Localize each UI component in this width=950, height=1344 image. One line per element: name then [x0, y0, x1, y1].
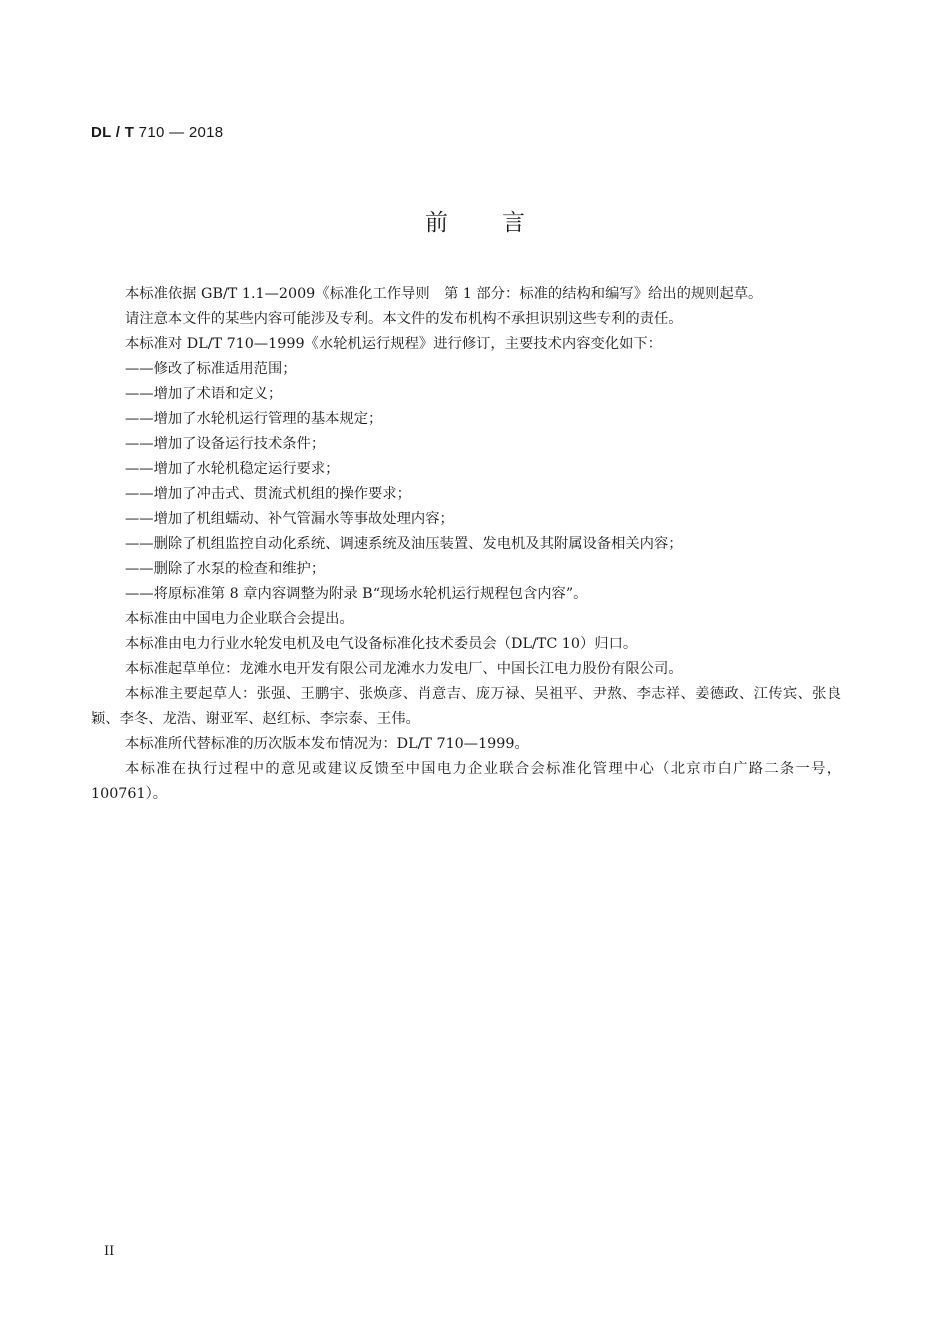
paragraph: 本标准所代替标准的历次版本发布情况为：DL/T 710—1999。	[125, 736, 529, 752]
list-item: ——删除了机组监控自动化系统、调速系统及油压装置、发电机及其附属设备相关内容；	[125, 536, 683, 552]
list-item: ——将原标准第 8 章内容调整为附录 B“现场水轮机运行规程包含内容”。	[125, 586, 588, 602]
list-item: ——增加了冲击式、贯流式机组的操作要求；	[125, 486, 411, 502]
document-code-prefix: DL / T	[91, 124, 135, 141]
paragraph: 本标准由电力行业水轮发电机及电气设备标准化技术委员会（DL/TC 10）归口。	[125, 636, 638, 652]
list-item: ——增加了水轮机运行管理的基本规定；	[125, 411, 383, 427]
page-title	[0, 204, 950, 237]
list-item: ——增加了机组蠕动、补气管漏水等事故处理内容；	[125, 511, 454, 527]
paragraph: 本标准对 DL/T 710—1999《水轮机运行规程》进行修订，主要技术内容变化如下：	[125, 336, 662, 352]
list-item: ——删除了水泵的检查和维护；	[125, 561, 326, 577]
document-code	[91, 124, 223, 141]
paragraph: 本标准由中国电力企业联合会提出。	[125, 611, 354, 627]
page-title-part2: 言	[502, 210, 525, 236]
paragraph: 本标准主要起草人：张强、王鹏宇、张焕彦、肖意吉、庞万禄、吴祖平、尹熬、李志祥、姜德政、江传宾、张良颖、李冬、龙浩、谢亚军、赵红标、李宗泰、王伟。	[91, 686, 841, 727]
paragraph: 本标准起草单位：龙滩水电开发有限公司龙滩水力发电厂、中国长江电力股份有限公司。	[125, 661, 683, 677]
list-item: ——增加了术语和定义；	[125, 386, 283, 402]
paragraph: 本标准依据 GB/T 1.1—2009《标准化工作导则 第 1 部分：标准的结构和编写》给出的规则起草。	[125, 286, 763, 302]
paragraph: 本标准在执行过程中的意见或建议反馈至中国电力企业联合会标准化管理中心（北京市白广路二条一号，100761）。	[91, 761, 841, 802]
list-item: ——增加了水轮机稳定运行要求；	[125, 461, 340, 477]
page-number: II	[104, 1244, 115, 1259]
list-item: ——增加了设备运行技术条件；	[125, 436, 326, 452]
paragraph: 请注意本文件的某些内容可能涉及专利。本文件的发布机构不承担识别这些专利的责任。	[125, 311, 683, 327]
page-title-part1: 前	[425, 210, 448, 236]
list-item: ——修改了标准适用范围；	[125, 361, 297, 377]
foreword-body	[91, 282, 841, 807]
document-code-number: 710 — 2018	[138, 124, 224, 141]
